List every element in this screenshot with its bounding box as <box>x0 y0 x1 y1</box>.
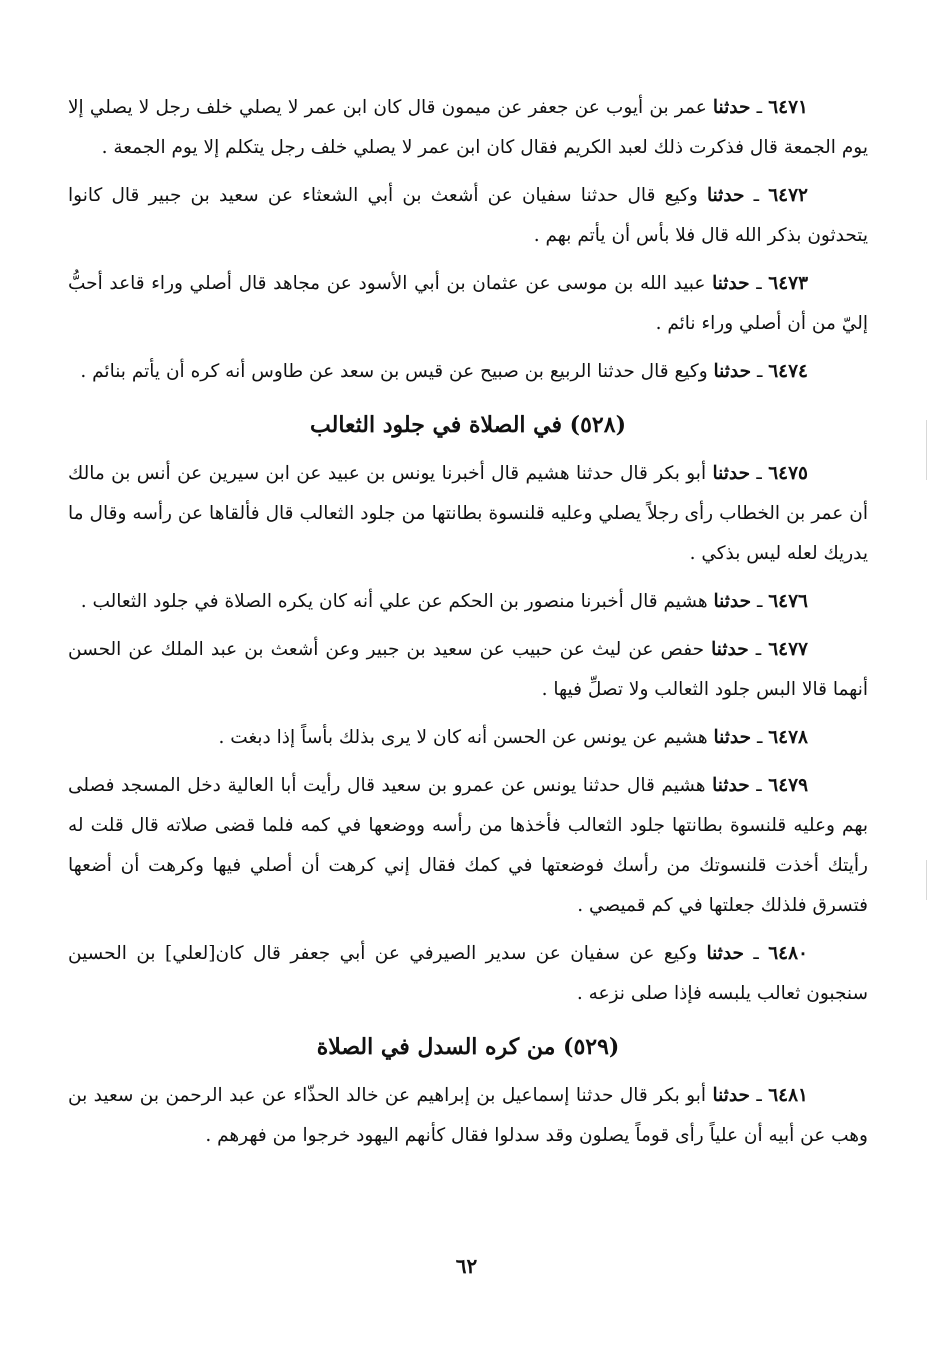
hadith-text: وكيع عن سفيان عن سدير الصيرفي عن أبي جعفر قال كان[لعلي] بن الحسين سنجبون ثعالب يلبسه فإذا صلى نزعه . <box>68 943 868 1004</box>
hadith-lead: حدثنا <box>712 775 750 796</box>
hadith-number: ٦٤٧٢ <box>768 185 808 206</box>
hadith-number: ٦٤٧٨ <box>768 727 808 748</box>
hadith-number: ٦٤٨١ <box>768 1085 808 1106</box>
hadith-lead: حدثنا <box>711 639 749 660</box>
hadith-lead: حدثنا <box>712 97 751 118</box>
hadith-6478: ٦٤٧٨ ـ حدثنا هشيم عن يونس عن الحسن أنه كان لا يرى بذلك بأساً إذا دبغت . <box>218 727 808 748</box>
hadith-6480: ٦٤٨٠ ـ حدثنا وكيع عن سفيان عن سدير الصيرفي عن أبي جعفر قال كان[لعلي] بن الحسين سنجبون ثعالب يلبسه فإذا صلى نزعه . <box>68 943 868 1004</box>
hadith-number: ٦٤٨٠ <box>768 943 808 964</box>
hadith-6481: ٦٤٨١ ـ حدثنا أبو بكر قال حدثنا إسماعيل بن إبراهيم عن خالد الحذّاء عن عبد الرحمن بن سعيد بن وهب عن أبيه أن علياً رأى قوماً يصلون وقد سدلوا فقال كأنهم اليهود خرجوا من فهرهم . <box>68 1085 868 1146</box>
hadith-lead: حدثنا <box>713 727 752 748</box>
hadith-number: ٦٤٧٦ <box>768 591 808 612</box>
hadith-number: ٦٤٧٩ <box>768 775 809 796</box>
hadith-text: أبو بكر قال حدثنا إسماعيل بن إبراهيم عن خالد الحذّاء عن عبد الرحمن بن سعيد بن وهب عن أبيه أن علياً رأى قوماً يصلون وقد سدلوا فقال كأنهم اليهود خرجوا من فهرهم . <box>68 1085 868 1146</box>
hadith-text: حفص عن ليث عن حبيب عن سعيد بن جبير وعن أشعث بن عبد الملك عن الحسن أنهما قالا البس جلود الثعالب ولا تصلِّ فيها . <box>68 639 868 700</box>
hadith-text: هشيم قال أخبرنا منصور بن الحكم عن علي أنه كان يكره الصلاة في جلود الثعالب . <box>80 591 708 612</box>
scan-edge-mark <box>926 420 927 480</box>
hadith-lead: حدثنا <box>712 273 750 294</box>
hadith-6477: ٦٤٧٧ ـ حدثنا حفص عن ليث عن حبيب عن سعيد بن جبير وعن أشعث بن عبد الملك عن الحسن أنهما قالا البس جلود الثعالب ولا تصلِّ فيها . <box>68 639 868 700</box>
book-page <box>68 88 868 1328</box>
hadith-6471: ٦٤٧١ ـ حدثنا عمر بن أيوب عن جعفر عن ميمون قال كان ابن عمر لا يصلي خلف رجل لا يصلي إلا يوم الجمعة قال فذكرت ذلك لعبد الكريم فقال كان ابن عمر لا يصلي خلف رجل يتكلم إلا يوم الجمعة . <box>68 97 868 158</box>
hadith-number: ٦٤٧٣ <box>768 273 809 294</box>
hadith-text: عمر بن أيوب عن جعفر عن ميمون قال كان ابن عمر لا يصلي خلف رجل لا يصلي إلا يوم الجمعة قال فذكرت ذلك لعبد الكريم فقال كان ابن عمر لا يصلي خلف رجل يتكلم إلا يوم الجمعة . <box>68 97 868 158</box>
hadith-text: هشيم عن يونس عن الحسن أنه كان لا يرى بذلك بأساً إذا دبغت . <box>218 727 708 748</box>
hadith-lead: حدثنا <box>712 1085 750 1106</box>
section-heading-528: (٥٢٨) في الصلاة في جلود الثعالب <box>310 412 626 438</box>
section-heading-529: (٥٢٩) من كره السدل في الصلاة <box>316 1034 620 1060</box>
hadith-6475: ٦٤٧٥ ـ حدثنا أبو بكر قال حدثنا هشيم قال أخبرنا يونس بن عبيد عن ابن سيرين عن أنس بن مالك أن عمر بن الخطاب رأى رجلاً يصلي وعليه قلنسوة بطانتها من جلود الثعالب قال فألقاها عن رأسه وقال ما يدريك لعله ليس بذكي . <box>68 463 868 564</box>
hadith-number: ٦٤٧١ <box>768 97 808 118</box>
hadith-lead: حدثنا <box>706 185 745 206</box>
hadith-text: هشيم قال حدثنا يونس عن عمرو بن سعيد قال رأيت أبا العالية دخل المسجد فصلى بهم وعليه قلنسوة بطانتها جلود الثعالب فأخذها من رأسه ووضعها في كمه فلما قضى صلاته قال قلت له رأيتك أخذت قلنسوتك من رأسك فوضعتها في كمك فقال إني كرهت أن أصلي فيها وكرهت أن أضعها فتسرق فلذلك جعلتها في كم قميصي . <box>68 775 868 916</box>
hadith-6472: ٦٤٧٢ ـ حدثنا وكيع قال حدثنا سفيان عن أشعث بن أبي الشعثاء عن سعيد بن جبير قال كانوا يتحدثون بذكر الله قال فلا بأس أن يأتم بهم . <box>68 185 868 246</box>
hadith-6473: ٦٤٧٣ ـ حدثنا عبيد الله بن موسى عن عثمان بن أبي الأسود عن مجاهد قال أصلي وراء قاعد أحبُّ إليّ من أن أصلي وراء نائم . <box>68 273 868 334</box>
hadith-number: ٦٤٧٧ <box>768 639 808 660</box>
hadith-text: وكيع قال حدثنا الربيع بن صبيح عن قيس بن سعد عن طاوس أنه كره أن يأتم بنائم . <box>80 361 708 382</box>
page-number: ٦٢ <box>455 1254 478 1278</box>
hadith-6474: ٦٤٧٤ ـ حدثنا وكيع قال حدثنا الربيع بن صبيح عن قيس بن سعد عن طاوس أنه كره أن يأتم بنائم . <box>80 361 808 382</box>
hadith-text: عبيد الله بن موسى عن عثمان بن أبي الأسود عن مجاهد قال أصلي وراء قاعد أحبُّ إليّ من أن أصلي وراء نائم . <box>68 273 868 334</box>
hadith-lead: حدثنا <box>713 591 752 612</box>
hadith-text: وكيع قال حدثنا سفيان عن أشعث بن أبي الشعثاء عن سعيد بن جبير قال كانوا يتحدثون بذكر الله قال فلا بأس أن يأتم بهم . <box>68 185 868 246</box>
hadith-number: ٦٤٧٤ <box>768 361 808 382</box>
scan-edge-mark <box>926 860 927 900</box>
hadith-text: أبو بكر قال حدثنا هشيم قال أخبرنا يونس بن عبيد عن ابن سيرين عن أنس بن مالك أن عمر بن الخطاب رأى رجلاً يصلي وعليه قلنسوة بطانتها من جلود الثعالب قال فألقاها عن رأسه وقال ما يدريك لعله ليس بذكي . <box>68 463 868 564</box>
hadith-number: ٦٤٧٥ <box>768 463 808 484</box>
hadith-6476: ٦٤٧٦ ـ حدثنا هشيم قال أخبرنا منصور بن الحكم عن علي أنه كان يكره الصلاة في جلود الثعالب . <box>80 591 808 612</box>
hadith-lead: حدثنا <box>712 463 751 484</box>
hadith-lead: حدثنا <box>713 361 752 382</box>
hadith-6479: ٦٤٧٩ ـ حدثنا هشيم قال حدثنا يونس عن عمرو بن سعيد قال رأيت أبا العالية دخل المسجد فصلى بهم وعليه قلنسوة بطانتها جلود الثعالب فأخذها من رأسه ووضعها في كمه فلما قضى صلاته قال قلت له رأيتك أخذت قلنسوتك من رأسك فوضعتها في كمك فقال إني كرهت أن أصلي فيها وكرهت أن أضعها فتسرق فلذلك جعلتها في كم قميصي . <box>68 775 868 916</box>
hadith-lead: حدثنا <box>706 943 744 964</box>
